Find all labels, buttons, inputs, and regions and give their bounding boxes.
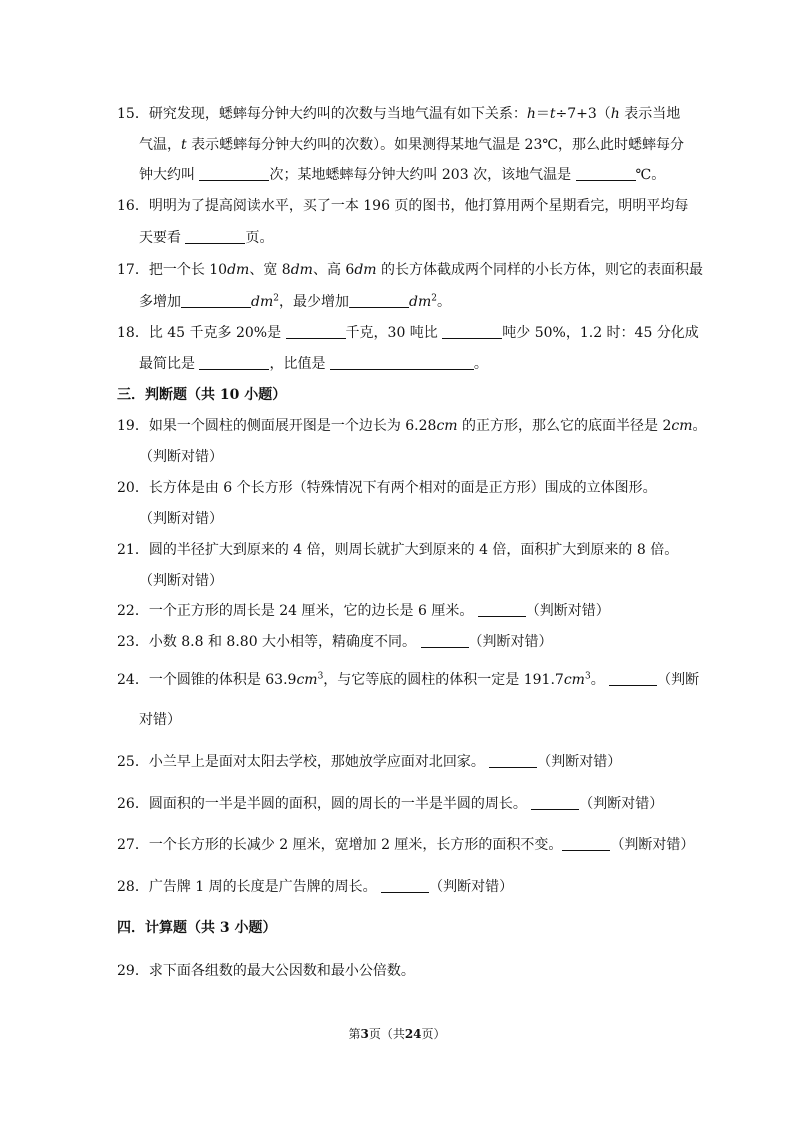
question-20-line-2: （判断对错） bbox=[139, 511, 223, 527]
answer-blank[interactable] bbox=[531, 795, 579, 810]
answer-blank[interactable] bbox=[185, 229, 245, 244]
answer-blank[interactable] bbox=[442, 324, 502, 339]
section-heading-judgement: 三．判断题（共 10 小题） bbox=[117, 387, 287, 403]
question-18-line-2: 最简比是 ，比值是 。 bbox=[139, 356, 488, 372]
question-15-line-2: 气温，t 表示蟋蟀每分钟大约叫的次数）。如果测得某地气温是 23℃，那么此时蟋蟀每分 bbox=[139, 137, 685, 153]
answer-blank[interactable] bbox=[181, 293, 251, 308]
question-28: 28．广告牌 1 周的长度是广告牌的周长。 （判断对错） bbox=[117, 879, 514, 895]
question-24-line-1: 24．一个圆锥的体积是 $63.9cm^3$，与它等底的圆柱的体积一定是 $191.7cm^3$。 （判断 bbox=[117, 671, 700, 688]
page-footer: 第3页（共24页） bbox=[348, 1027, 446, 1041]
question-25: 25．小兰早上是面对太阳去学校，那她放学应面对北回家。 （判断对错） bbox=[117, 754, 622, 770]
answer-blank[interactable] bbox=[199, 166, 269, 181]
answer-blank[interactable] bbox=[421, 633, 469, 648]
answer-blank[interactable] bbox=[330, 355, 474, 370]
question-19-line-1: 19．如果一个圆柱的侧面展开图是一个边长为 6.28cm 的正方形，那么它的底面半径是 2cm。 bbox=[117, 418, 707, 434]
question-15-line-3: 钟大约叫 次；某地蟋蟀每分钟大约叫 203 次，该地气温是 ℃。 bbox=[139, 167, 666, 183]
question-26: 26．圆面积的一半是半圆的面积，圆的周长的一半是半圆的周长。 （判断对错） bbox=[117, 796, 664, 812]
question-16-line-1: 16．明明为了提高阅读水平，买了一本 196 页的图书，他打算用两个星期看完，明明平均每 bbox=[117, 198, 689, 214]
question-21-line-2: （判断对错） bbox=[139, 573, 223, 589]
answer-blank[interactable] bbox=[199, 355, 269, 370]
question-18-line-1: 18．比 45 千克多 20%是 千克，30 吨比 吨少 50%，1.2 时：45 分化成 bbox=[117, 325, 699, 341]
answer-blank[interactable] bbox=[576, 166, 636, 181]
answer-blank[interactable] bbox=[489, 753, 537, 768]
question-23: 23．小数 8.8 和 8.80 大小相等，精确度不同。 （判断对错） bbox=[117, 634, 553, 650]
question-16-line-2: 天要看 页。 bbox=[139, 230, 274, 246]
answer-blank[interactable] bbox=[286, 324, 346, 339]
question-20-line-1: 20．长方体是由 6 个长方形（特殊情况下有两个相对的面是正方形）围成的立体图形。 bbox=[117, 480, 657, 496]
question-17-line-1: 17．把一个长 10dm、宽 8dm、高 6dm 的长方体截成两个同样的小长方体，则它的表面积最 bbox=[117, 262, 704, 278]
question-22: 22．一个正方形的周长是 24 厘米，它的边长是 6 厘米。 （判断对错） bbox=[117, 603, 610, 619]
question-15-line-1: 15．研究发现，蟋蟀每分钟大约叫的次数与当地气温有如下关系：h＝t÷7+3（h 表示当地 bbox=[117, 106, 681, 122]
answer-blank[interactable] bbox=[478, 602, 526, 617]
answer-blank[interactable] bbox=[562, 836, 610, 851]
question-17-line-2: 多增加 $dm^2$，最少增加 $dm^2$。 bbox=[139, 293, 451, 310]
question-29: 29．求下面各组数的最大公因数和最小公倍数。 bbox=[117, 963, 415, 979]
answer-blank[interactable] bbox=[381, 878, 429, 893]
answer-blank[interactable] bbox=[349, 293, 409, 308]
question-27: 27．一个长方形的长减少 2 厘米，宽增加 2 厘米，长方形的面积不变。 （判断对错） bbox=[117, 837, 695, 853]
question-19-line-2: （判断对错） bbox=[139, 449, 223, 465]
answer-blank[interactable] bbox=[609, 671, 657, 686]
section-heading-calculation: 四．计算题（共 3 小题） bbox=[117, 920, 277, 936]
question-24-line-2: 对错） bbox=[139, 712, 181, 728]
question-21-line-1: 21．圆的半径扩大到原来的 4 倍，则周长就扩大到原来的 4 倍，面积扩大到原来的 8 倍。 bbox=[117, 542, 679, 558]
